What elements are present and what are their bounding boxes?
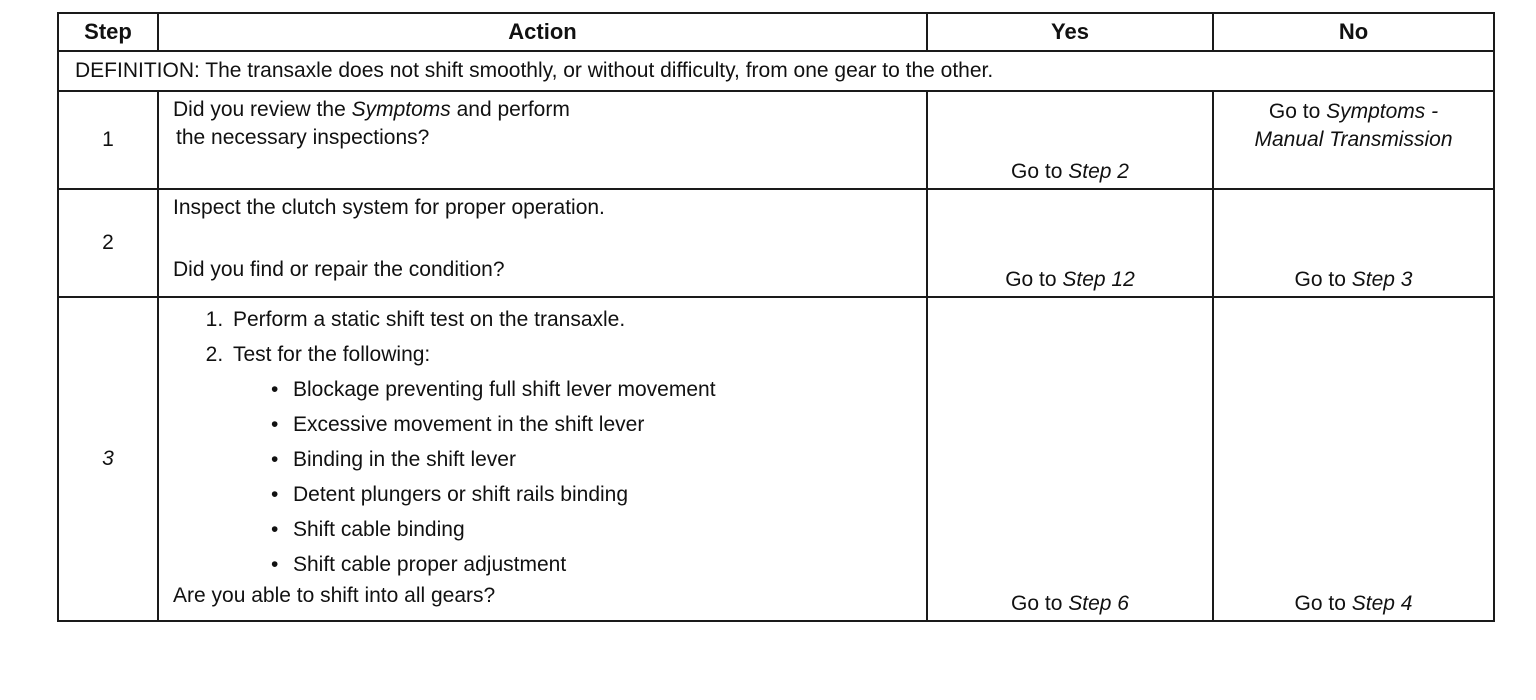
yes-result[interactable]: Go to Step 12 [1005, 268, 1135, 291]
procedure-item: 2. Test for the following: • Blockage preventing full shift lever movement • Excessive movement in the shift lever • Binding in the shift lever • Detent plungers or shift rails binding • Shift cable binding • Shift cable proper adjustment [229, 337, 914, 582]
yes-cell [927, 297, 1213, 621]
test-item: • Blockage preventing full shift lever movement [267, 372, 914, 407]
definition-row [58, 51, 1494, 91]
header-yes: Yes [927, 13, 1213, 51]
step-action [158, 91, 927, 189]
step-number: 1 [58, 91, 158, 189]
header-action: Action [158, 13, 927, 51]
test-item: • Shift cable proper adjustment [267, 547, 914, 582]
no-result[interactable]: Go to Symptoms - Manual Transmission [1254, 100, 1453, 151]
action-text: and perform [450, 98, 570, 121]
yes-result[interactable]: Go to Step 2 [1011, 160, 1129, 183]
no-cell [1213, 297, 1494, 621]
procedure-item: 1. Perform a static shift test on the transaxle. [229, 302, 914, 337]
test-item: • Excessive movement in the shift lever [267, 407, 914, 442]
action-question: Did you find or repair the condition? [173, 258, 505, 281]
no-cell [1213, 91, 1494, 189]
definition-text: DEFINITION: The transaxle does not shift smoothly, or without difficulty, from one gear to the other. [58, 51, 1494, 91]
diagnostic-table [57, 12, 1495, 622]
action-text: Inspect the clutch system for proper operation. [173, 196, 605, 219]
yes-cell [927, 91, 1213, 189]
test-item: • Shift cable binding [267, 512, 914, 547]
yes-cell [927, 189, 1213, 297]
test-item: • Detent plungers or shift rails binding [267, 477, 914, 512]
procedure-list [173, 302, 914, 582]
header-no: No [1213, 13, 1494, 51]
yes-result[interactable]: Go to Step 6 [1011, 592, 1129, 615]
test-list [233, 372, 914, 582]
header-row [58, 13, 1494, 51]
test-item: • Binding in the shift lever [267, 442, 914, 477]
action-question: Are you able to shift into all gears? [173, 584, 496, 607]
no-cell [1213, 189, 1494, 297]
header-step: Step [58, 13, 158, 51]
table-row [58, 91, 1494, 189]
table-row [58, 297, 1494, 621]
action-text: Did you review the [173, 98, 352, 121]
step-number: 3 [58, 297, 158, 621]
step-action [158, 297, 927, 621]
no-result[interactable]: Go to Step 4 [1294, 592, 1413, 615]
symptoms-ref: Symptoms [351, 98, 451, 121]
action-text: the necessary inspections? [176, 126, 430, 149]
step-action [158, 189, 927, 297]
step-number: 2 [58, 189, 158, 297]
table-row [58, 189, 1494, 297]
no-result[interactable]: Go to Step 3 [1294, 268, 1413, 291]
